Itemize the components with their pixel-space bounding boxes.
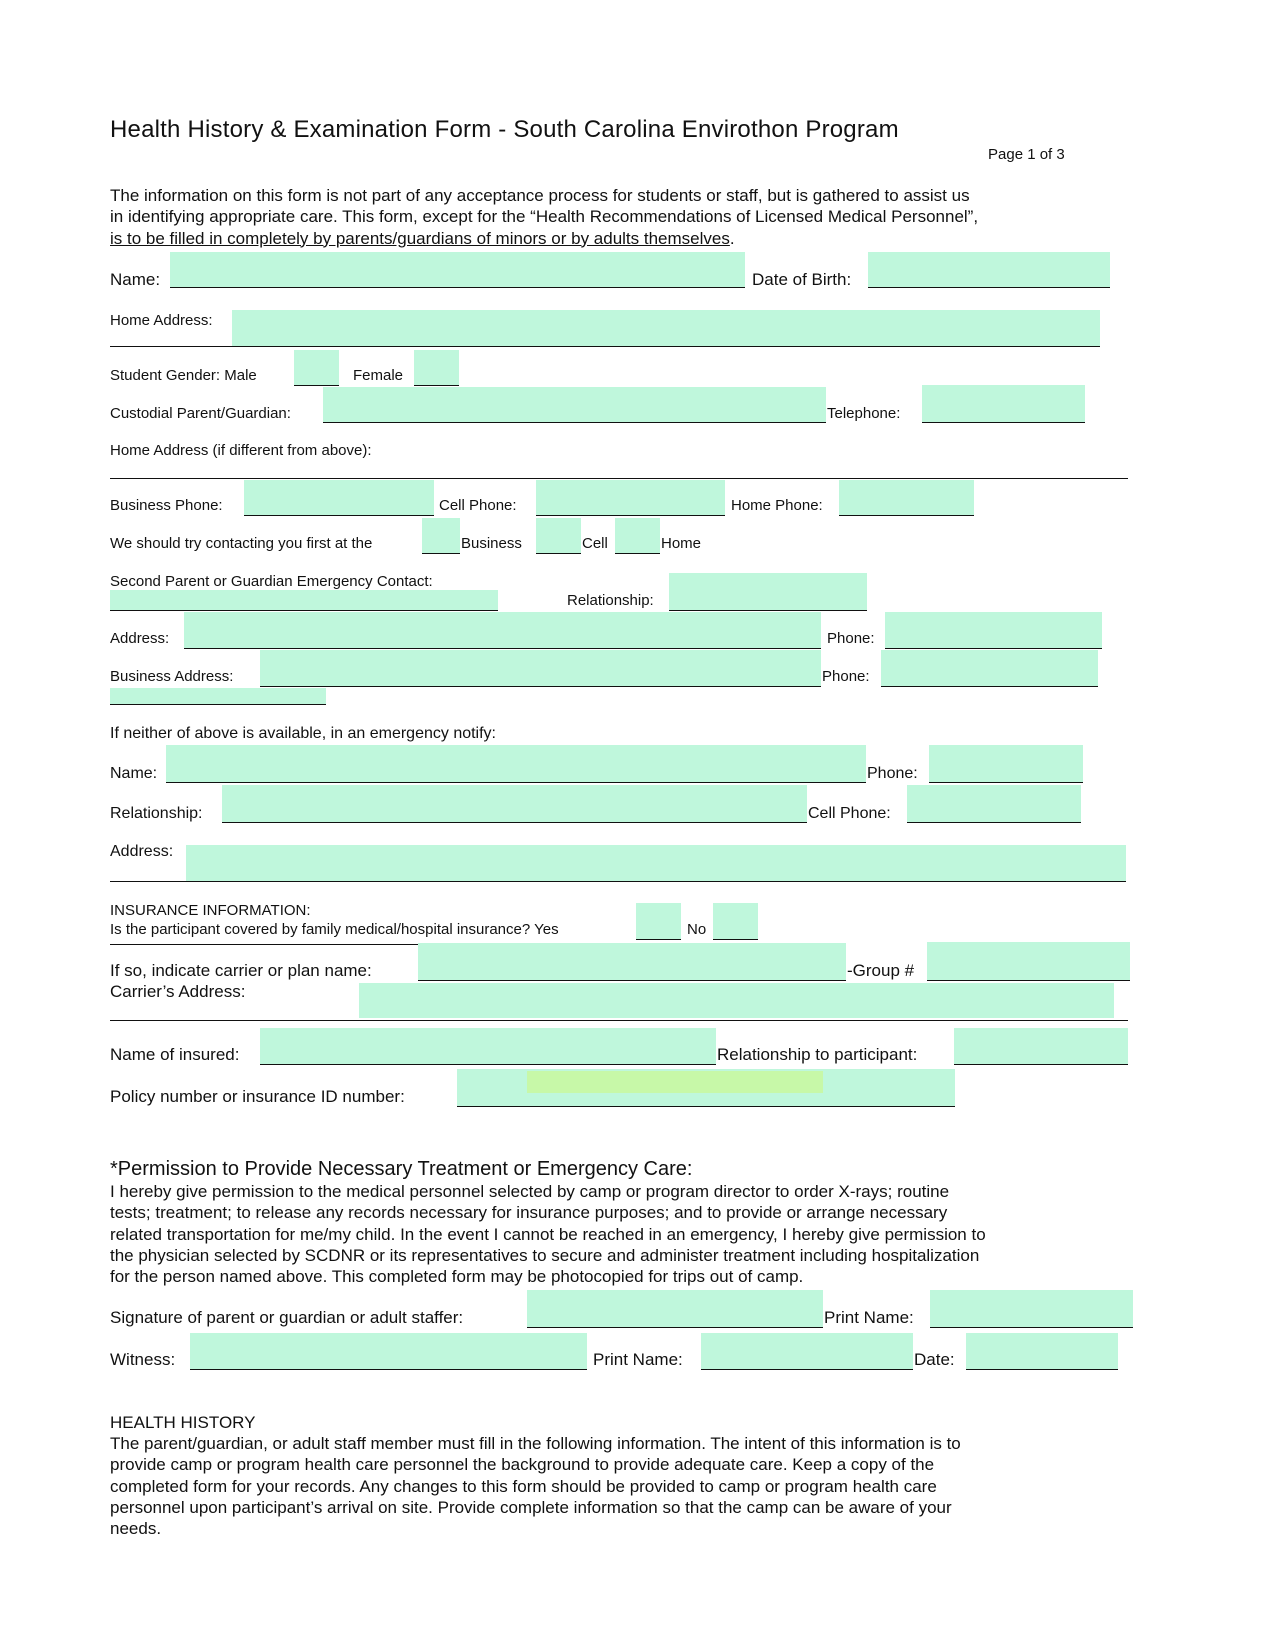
emergency-phone-label: Phone: bbox=[867, 765, 918, 782]
dob-field[interactable] bbox=[868, 252, 1110, 287]
emergency-cell-phone-label: Cell Phone: bbox=[808, 805, 891, 822]
contact-cell-underline bbox=[536, 553, 581, 554]
contact-home-field[interactable] bbox=[615, 518, 660, 553]
second-parent-phone-label: Phone: bbox=[827, 630, 875, 647]
health-history-line: The parent/guardian, or adult staff member must fill in the following information. The intent of this information is to bbox=[110, 1434, 961, 1453]
permission-line: the physician selected by SCDNR or its representatives to secure and administer treatment including hospitalization bbox=[110, 1245, 980, 1265]
female-label: Female bbox=[353, 367, 404, 384]
home-phone-label: Home Phone: bbox=[731, 497, 823, 514]
telephone-field[interactable] bbox=[922, 385, 1085, 422]
carrier-plan-label: If so, indicate carrier or plan name: bbox=[110, 961, 372, 980]
insurance-no-field[interactable] bbox=[713, 903, 758, 939]
witness-underline bbox=[190, 1369, 587, 1370]
business-address-label: Business Address: bbox=[110, 668, 234, 685]
second-parent-label: Second Parent or Guardian Emergency Contact: bbox=[110, 573, 433, 590]
signature-underline bbox=[527, 1327, 823, 1328]
emergency-name-field[interactable] bbox=[166, 745, 866, 782]
group-underline bbox=[927, 980, 1130, 981]
telephone-label: Telephone: bbox=[827, 405, 901, 422]
business-address-continuation-underline bbox=[110, 704, 326, 705]
second-parent-relationship-field[interactable] bbox=[669, 573, 867, 610]
signature-label: Signature of parent or guardian or adult staffer: bbox=[110, 1308, 464, 1327]
intro-line-3 bbox=[110, 228, 978, 249]
intro-line-1: The information on this form is not part of any acceptance process for students or staff, but is gathered to assist us bbox=[110, 186, 970, 205]
emergency-relationship-underline bbox=[222, 822, 807, 823]
signature-print-name-label: Print Name: bbox=[824, 1308, 914, 1327]
name-field[interactable] bbox=[170, 252, 745, 287]
business-phone-underline bbox=[244, 515, 434, 516]
relationship-to-participant-underline bbox=[954, 1064, 1128, 1065]
date-label: Date: bbox=[914, 1350, 955, 1369]
health-history-line: personnel upon participant’s arrival on site. Provide complete information so that the camp can be aware of your bbox=[110, 1497, 952, 1517]
health-history-line: needs. bbox=[110, 1519, 162, 1539]
relationship-to-participant-field[interactable] bbox=[954, 1028, 1128, 1064]
emergency-phone-field[interactable] bbox=[929, 745, 1083, 782]
witness-print-name-field[interactable] bbox=[701, 1333, 913, 1369]
emergency-relationship-field[interactable] bbox=[222, 785, 807, 822]
contact-first-label: We should try contacting you first at the bbox=[110, 535, 373, 552]
custodial-parent-label: Custodial Parent/Guardian: bbox=[110, 405, 291, 422]
emergency-cell-phone-underline bbox=[907, 822, 1081, 823]
custodial-parent-field[interactable] bbox=[323, 387, 826, 422]
permission-heading: *Permission to Provide Necessary Treatment or Emergency Care: bbox=[110, 1158, 693, 1180]
business-phone-label: Business Phone: bbox=[110, 497, 223, 514]
permission-line: for the person named above. This completed form may be photocopied for trips out of camp. bbox=[110, 1267, 804, 1287]
health-history-paragraph bbox=[110, 1433, 961, 1539]
telephone-underline bbox=[922, 422, 1085, 423]
policy-number-underline bbox=[457, 1106, 955, 1107]
emergency-name-underline bbox=[166, 782, 866, 783]
name-of-insured-field[interactable] bbox=[260, 1028, 716, 1064]
emergency-phone-underline bbox=[929, 782, 1083, 783]
home-phone-underline bbox=[839, 515, 974, 516]
contact-business-field[interactable] bbox=[422, 518, 460, 553]
cell-phone-underline bbox=[536, 515, 725, 516]
contact-business-underline bbox=[422, 553, 460, 554]
insurance-yes-underline bbox=[636, 939, 681, 940]
carrier-plan-underline bbox=[418, 980, 846, 981]
carrier-plan-field[interactable] bbox=[418, 943, 846, 980]
group-label: -Group # bbox=[847, 961, 915, 980]
emergency-cell-phone-field[interactable] bbox=[907, 785, 1081, 822]
female-underline bbox=[414, 385, 459, 386]
relationship-to-participant-label: Relationship to participant: bbox=[717, 1045, 918, 1064]
second-parent-phone-field[interactable] bbox=[885, 612, 1102, 648]
contact-cell-label: Cell bbox=[582, 535, 608, 552]
second-parent-field[interactable] bbox=[110, 590, 498, 610]
emergency-address-field[interactable] bbox=[186, 845, 1126, 881]
second-parent-underline bbox=[110, 610, 498, 611]
second-parent-address-underline bbox=[184, 648, 821, 649]
date-field[interactable] bbox=[966, 1333, 1118, 1369]
home-phone-field[interactable] bbox=[839, 480, 974, 515]
female-field[interactable] bbox=[414, 350, 459, 385]
intro-underlined-text: is to be filled in completely by parents/guardians of minors or by adults themselves bbox=[110, 228, 730, 248]
male-underline bbox=[294, 385, 339, 386]
permission-paragraph bbox=[110, 1181, 986, 1287]
contact-home-label: Home bbox=[661, 535, 702, 552]
business-address-phone-label: Phone: bbox=[822, 668, 870, 685]
dob-underline bbox=[868, 287, 1110, 288]
business-address-phone-field[interactable] bbox=[881, 650, 1098, 686]
name-underline bbox=[170, 287, 745, 288]
permission-line: tests; treatment; to release any records necessary for insurance purposes; and to provide or arrange necessary bbox=[110, 1203, 948, 1223]
neither-available-label: If neither of above is available, in an emergency notify: bbox=[110, 725, 496, 742]
contact-home-underline bbox=[615, 553, 660, 554]
second-parent-address-field[interactable] bbox=[184, 612, 821, 648]
home-address-different-label: Home Address (if different from above): bbox=[110, 442, 372, 459]
permission-line: related transportation for me/my child. In the event I cannot be reached in an emergency, I hereby give permission to bbox=[110, 1224, 986, 1244]
permission-line: I hereby give permission to the medical personnel selected by camp or program director to order X-rays; routine bbox=[110, 1182, 950, 1201]
insurance-yes-field[interactable] bbox=[636, 903, 681, 939]
home-address-different-underline[interactable] bbox=[110, 478, 1128, 479]
cell-phone-label: Cell Phone: bbox=[439, 497, 517, 514]
home-address-label: Home Address: bbox=[110, 312, 213, 329]
business-address-field[interactable] bbox=[260, 650, 821, 686]
emergency-address-label: Address: bbox=[110, 843, 174, 860]
health-history-heading: HEALTH HISTORY bbox=[110, 1413, 256, 1432]
student-gender-label: Student Gender: Male bbox=[110, 367, 257, 384]
insurance-question-label: Is the participant covered by family medical/hospital insurance? Yes bbox=[110, 921, 559, 938]
contact-business-label: Business bbox=[461, 535, 522, 552]
witness-print-name-underline bbox=[701, 1369, 913, 1370]
cell-phone-field[interactable] bbox=[536, 480, 725, 515]
business-address-underline bbox=[260, 686, 821, 687]
second-parent-phone-underline bbox=[885, 648, 1102, 649]
witness-print-name-label: Print Name: bbox=[593, 1350, 683, 1369]
signature-print-name-field[interactable] bbox=[930, 1290, 1133, 1327]
form-title: Health History & Examination Form - South Carolina Envirothon Program bbox=[110, 116, 899, 143]
policy-number-label: Policy number or insurance ID number: bbox=[110, 1087, 405, 1106]
signature-field[interactable] bbox=[527, 1290, 823, 1327]
intro-paragraph bbox=[110, 185, 978, 249]
policy-number-highlight bbox=[527, 1071, 823, 1093]
contact-cell-field[interactable] bbox=[536, 518, 581, 553]
date-underline bbox=[966, 1369, 1118, 1370]
insurance-no-underline bbox=[713, 939, 758, 940]
emergency-name-label: Name: bbox=[110, 765, 158, 782]
insurance-no-label: No bbox=[687, 921, 707, 938]
signature-print-name-underline bbox=[930, 1327, 1133, 1328]
business-address-phone-underline bbox=[881, 686, 1098, 687]
home-address-underline bbox=[110, 346, 1100, 347]
witness-field[interactable] bbox=[190, 1333, 587, 1369]
page-number: Page 1 of 3 bbox=[988, 146, 1065, 163]
home-address-field[interactable] bbox=[232, 310, 1100, 346]
business-address-continuation-field[interactable] bbox=[110, 688, 326, 704]
custodial-parent-underline bbox=[323, 422, 826, 423]
carrier-address-underline bbox=[110, 1020, 1128, 1021]
emergency-relationship-label: Relationship: bbox=[110, 805, 203, 822]
name-label: Name: bbox=[110, 270, 161, 289]
health-history-line: provide camp or program health care personnel the background to provide adequate care. Keep a copy of the bbox=[110, 1455, 935, 1475]
second-parent-address-label: Address: bbox=[110, 630, 170, 647]
emergency-address-underline bbox=[110, 881, 1126, 882]
health-history-line: completed form for your records. Any changes to this form should be provided to camp or program health care bbox=[110, 1476, 937, 1496]
carrier-address-label: Carrier’s Address: bbox=[110, 982, 246, 1001]
group-field[interactable] bbox=[927, 942, 1130, 980]
insurance-heading: INSURANCE INFORMATION: bbox=[110, 902, 311, 919]
second-parent-relationship-label: Relationship: bbox=[567, 592, 654, 609]
business-phone-field[interactable] bbox=[244, 480, 434, 515]
male-field[interactable] bbox=[294, 350, 339, 385]
intro-line-2: in identifying appropriate care. This form, except for the “Health Recommendations of Licensed Medical Personnel”, bbox=[110, 207, 979, 227]
second-parent-relationship-underline bbox=[669, 610, 867, 611]
name-of-insured-label: Name of insured: bbox=[110, 1045, 240, 1064]
name-of-insured-underline bbox=[260, 1064, 716, 1065]
dob-label: Date of Birth: bbox=[752, 270, 852, 289]
witness-label: Witness: bbox=[110, 1350, 176, 1369]
carrier-address-field[interactable] bbox=[359, 983, 1114, 1018]
intro-period: . bbox=[729, 228, 735, 248]
